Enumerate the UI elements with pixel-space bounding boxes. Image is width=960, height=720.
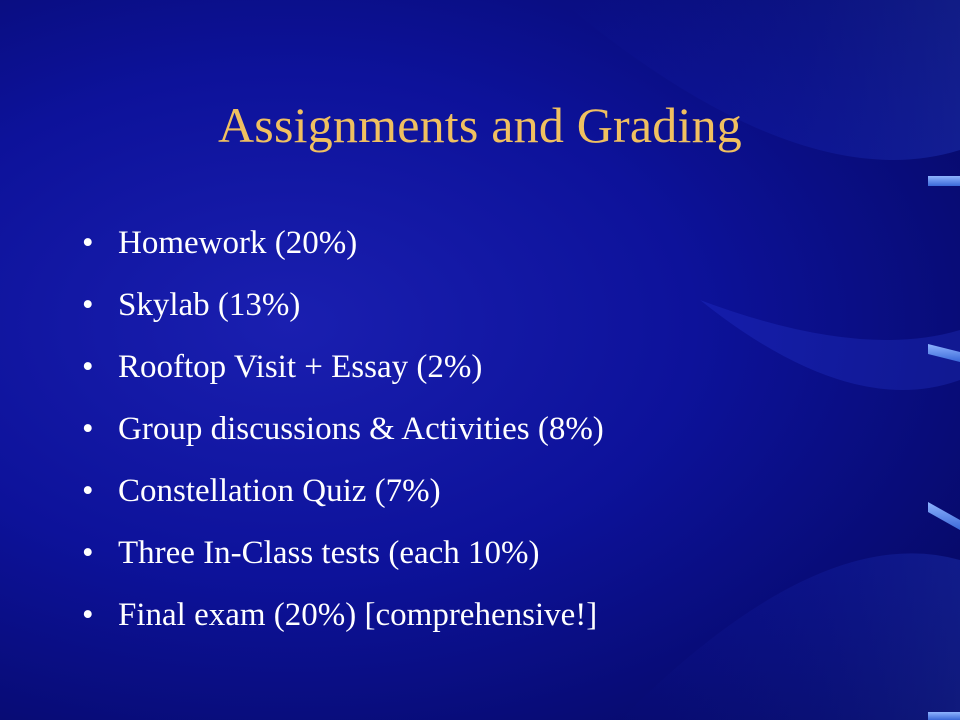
edge-bar-1 [928,176,960,186]
bullet-icon: • [82,597,94,633]
bullet-item [82,346,604,408]
bullet-item [82,222,604,284]
bullet-item [82,532,604,594]
bullet-icon: • [82,225,94,261]
edge-bar-4 [928,712,960,720]
bullet-item [82,284,604,346]
bullet-item [82,408,604,470]
slide-title: Assignments and Grading [218,97,742,153]
bullet-icon: • [82,473,94,509]
bullet-text: Skylab (13%) [118,287,301,323]
bullet-icon: • [82,349,94,385]
bullet-text: Three In-Class tests (each 10%) [118,535,540,571]
bullet-list [82,222,604,656]
bullet-text: Rooftop Visit + Essay (2%) [118,349,483,385]
bullet-item [82,594,604,656]
bullet-text: Homework (20%) [118,225,358,261]
bullet-icon: • [82,411,94,447]
edge-bar-3 [928,502,960,530]
bullet-icon: • [82,535,94,571]
bullet-item [82,470,604,532]
bullet-icon: • [82,287,94,323]
bullet-text: Group discussions & Activities (8%) [118,411,604,447]
bullet-text: Constellation Quiz (7%) [118,473,441,509]
bullet-text: Final exam (20%) [comprehensive!] [118,597,598,633]
